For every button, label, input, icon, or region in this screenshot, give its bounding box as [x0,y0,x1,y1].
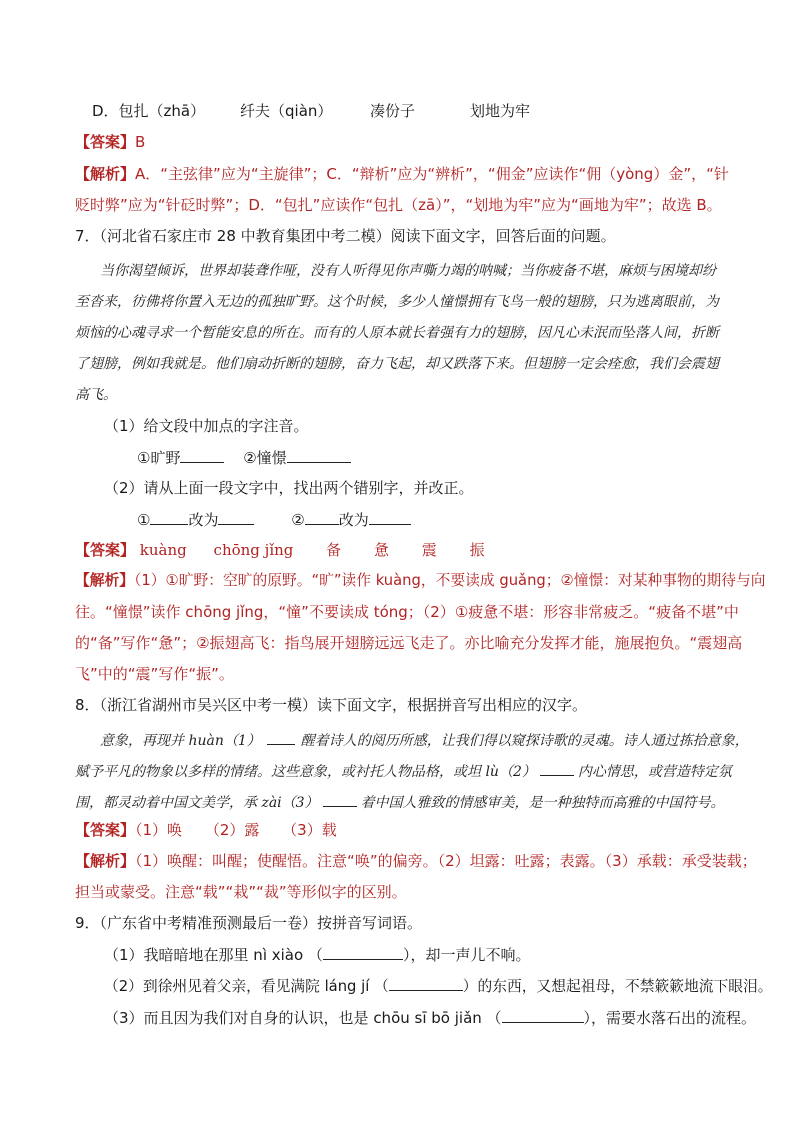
pinyin-item: （1）我暗暗地在那里 nì xiào （ ），却一声儿不响。 [104,946,531,964]
answer-value: chōng jǐng [213,541,294,559]
question-title: 9．（广东省中考精准预测最后一卷）按拼音写词语。 [75,914,423,932]
answer-blank[interactable] [389,975,463,991]
pinyin-item: （2）到徐州见着父亲，看见满院 láng jí （ ）的东西，又想起祖母，不禁簌簌地流下眼泪。 [104,975,773,997]
fill-item: 改为 [188,511,219,529]
passage-line: 当你渴望倾诉，世界却装聋作哑，没有人听得见你声嘶力竭的呐喊；当你疲备不堪，麻烦与困境却纷 [100,263,716,279]
q8-answer [75,820,337,840]
answer-value: 惫 [373,541,389,559]
answer-blank[interactable] [218,509,254,525]
fill-item: ② [291,511,305,529]
prev-analysis-line: 【解析】A．“主弦律”应为“主旋律”；C．“辩析”应为“辨析”，“佣金”应读作“佣（yòng）金”，“针 [75,165,729,183]
analysis-tag: 【解析】 [75,572,134,589]
analysis-tag: 【解析】 [75,852,136,870]
fill-item: 改为 [338,511,369,529]
answer-blank[interactable] [323,791,357,807]
answer-value: （1）唤 [135,821,183,839]
answer-blank[interactable] [305,509,339,525]
q7-analysis-line: 往。“憧憬”读作 chōng jǐng，“憧”不要读成 tóng；（2）①疲惫不堪：形容非常疲乏。“疲备不堪”中 [75,603,739,621]
answer-blank[interactable] [502,1007,584,1023]
answer-value: 备 [326,541,342,559]
q7-answer [75,540,485,560]
q8-analysis-line: 担当或蒙受。注意“载”“栽”“裁”等形似字的区别。 [75,883,407,901]
option-d-item: 划地为牢 [470,102,531,120]
sub-question-items [137,509,411,530]
answer-value: 震 [421,541,437,559]
answer-value: 振 [469,541,485,559]
answer-blank[interactable] [369,509,411,525]
answer-blank[interactable] [287,447,351,463]
passage-line: 至沓来，彷佛将你置入无边的孤独旷野。这个时候，多少人憧憬拥有飞鸟一般的翅膀，只为逃离眼前，为 [75,294,719,310]
sub-question: （1）给文段中加点的字注音。 [104,417,309,435]
answer-blank[interactable] [323,944,403,960]
q8-analysis-line: 【解析】（1）唤醒：叫醒；使醒悟。注意“唤”的偏旁。（2）坦露：吐露；表露。（3）承载：承受装载； [75,852,757,870]
passage-line: 烦恼的心魂寻求一个暂能安息的所在。而有的人原本就长着强有力的翅膀，因凡心未泯而坠落人间，折断 [75,325,719,341]
question-title: 7．（河北省石家庄市 28 中教育集团中考二模）阅读下面文字，回答后面的问题。 [75,227,616,245]
prev-answer [75,132,145,152]
answer-tag: 【答案】 [75,133,136,151]
passage-line: 围，都灵动着中国文美学，承 zài（3） 着中国人雅致的情感审美，是一种独特而高雅的中国符号。 [75,791,725,813]
answer-value: （3）载 [282,821,337,839]
sub-question: （2）请从上面一段文字中，找出两个错别字，并改正。 [104,479,474,497]
answer-value: B [135,133,146,151]
question-title: 8．（浙江省湖州市吴兴区中考一模）读下面文字，根据拼音写出相应的汉字。 [75,696,588,714]
option-d-item: 凑份子 [370,102,416,120]
sub-question-items [137,447,351,468]
passage-line: 赋予平凡的物象以多样的情绪。这些意象，或衬托人物品格，或坦 lù（2） 内心情思，或营造特定氛 [75,760,732,782]
option-d-item: D．包扎（zhā） [92,102,206,120]
answer-blank[interactable] [150,509,188,525]
answer-value: （2）露 [204,821,260,839]
analysis-tag: 【解析】 [75,165,136,183]
passage-line: 高飞。 [75,387,117,403]
answer-tag: 【答案】 [75,821,136,839]
fill-item: ① [137,511,151,529]
passage-line: 意象，再现并 huàn（1） 醒着诗人的阅历所感，让我们得以窥探诗歌的灵魂。诗人通过拣拾意象， [100,729,749,751]
answer-value: kuàng [139,541,187,559]
prev-analysis-line: 贬时弊”应为“针砭时弊”；D．“包扎”应读作“包扎（zā）”，“划地为牢”应为“画地为牢”；故选 B。 [75,196,722,214]
option-d-item: 纤夫（qiàn） [240,102,333,120]
q7-analysis-line: 飞”中的“震”写作“振”。 [75,665,234,683]
fill-item: ②憧憬 [243,449,287,467]
pinyin-item: （3）而且因为我们对自身的认识，也是 chōu sī bō jiǎn （ ），需要水落石出的流程。 [104,1009,757,1027]
passage-line: 了翅膀，例如我就是。他们扇动折断的翅膀，奋力飞起，却又跌落下来。但翅膀一定会痊愈，我们会震翅 [75,356,719,372]
fill-item: ①旷野 [137,449,181,467]
answer-blank[interactable] [267,729,295,745]
answer-blank[interactable] [540,760,574,776]
answer-blank[interactable] [180,447,224,463]
q7-analysis-line: 【解析】（1）①旷野：空旷的原野。“旷”读作 kuàng，不要读成 guǎng；②憧憬：对某种事物的期待与向 [75,572,766,589]
q7-analysis-line: 的“备”写作“惫”；②振翅高飞：指鸟展开翅膀远远飞走了。亦比喻充分发挥才能，施展抱负。“震翅高 [75,634,743,652]
answer-tag: 【答案】 [75,541,136,559]
